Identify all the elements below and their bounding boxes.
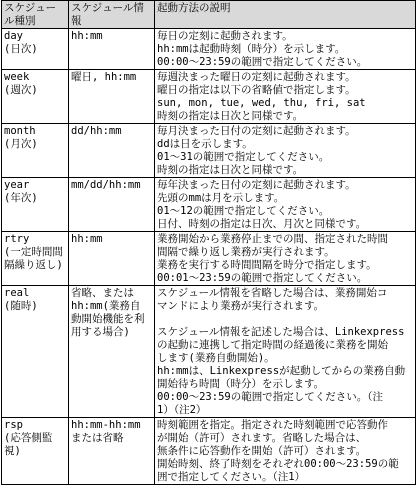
schedule-table [1, 0, 416, 485]
cell-text-line: 1）（注2） [157, 404, 207, 416]
cell-text-line: (日次) [4, 43, 38, 55]
schedule-info-cell [69, 124, 155, 178]
cell-text-line: が開始（許可）されます。省略した場合は、 [157, 432, 367, 444]
cell-text-line: dd/hh:mm [71, 125, 122, 137]
cell-text-line: 間隔で繰り返し業務が実行されます。 [157, 246, 335, 258]
cell-text-line: day [4, 30, 23, 42]
description-cell [155, 418, 416, 485]
cell-text-line: 00:01～23:59の範囲で指定してください。 [157, 272, 368, 284]
schedule-info-cell [69, 418, 155, 485]
cell-text-line: rtry [4, 233, 30, 245]
cell-text-line: 開始待ち時間（時分）を示します。 [157, 378, 325, 390]
schedule-type-cell [2, 29, 69, 70]
cell-text-line: hh:mm-hh:mm [71, 419, 141, 431]
cell-text-line: 毎月決まった日付の定刻に起動されます。 [157, 125, 356, 137]
schedule-type-cell [2, 178, 69, 232]
cell-text-line: (応答側監視) [4, 432, 53, 457]
description-cell [155, 286, 416, 418]
schedule-info-cell [69, 286, 155, 418]
header-description: 起動方法の説明 [155, 1, 416, 29]
cell-text-line: hh:mm [71, 30, 103, 42]
cell-text-line: 時刻範囲を指定。指定された時刻範囲で応答動作 [157, 419, 388, 431]
cell-text-line: 時刻の指定は日次と同様です。 [157, 110, 304, 122]
table-row [2, 29, 416, 70]
table-row [2, 418, 416, 485]
cell-text-line: 用する場合) [71, 326, 130, 338]
table-row [2, 178, 416, 232]
cell-text-line: (月次) [4, 138, 38, 150]
cell-text-line: 毎日の定刻に起動されます。 [157, 30, 293, 42]
description-cell [155, 29, 416, 70]
cell-text-line: 業務を実行する時間間隔を時分で指定します。 [157, 259, 377, 271]
cell-text-line: 先頭のmmは月を示します。 [157, 192, 285, 204]
header-schedule-info: スケジュール情報 [69, 1, 155, 29]
cell-text-line: hh:mmは、Linkexpressが起動してからの業務自動 [157, 365, 406, 377]
header-schedule-type: スケジュール種別 [2, 1, 69, 29]
cell-text-line: 曜日, hh:mm [71, 71, 137, 83]
cell-text-line: 01～31の範囲で指定してください。 [157, 151, 330, 163]
cell-text-line: (一定時間間 [4, 246, 63, 258]
schedule-type-cell [2, 124, 69, 178]
cell-text-line: week [4, 71, 30, 83]
table-row [2, 70, 416, 124]
cell-text-line: 開始時刻、終了時刻をそれぞれ00:00～23:59の範 [157, 458, 399, 470]
schedule-info-cell [69, 178, 155, 232]
cell-text-line: (週次) [4, 84, 38, 96]
cell-text-line: mm/dd/hh:mm [71, 179, 141, 191]
schedule-type-cell [2, 70, 69, 124]
table-row [2, 286, 416, 418]
cell-text-line: (年次) [4, 192, 38, 204]
schedule-info-cell [69, 29, 155, 70]
table-header-row [2, 1, 416, 29]
description-cell [155, 124, 416, 178]
table-row [2, 232, 416, 286]
cell-text-line [157, 313, 413, 326]
cell-text-line: hh:mm [71, 233, 103, 245]
cell-text-line: マンドにより業務が実行されます。 [157, 300, 325, 312]
cell-text-line: または省略 [71, 432, 124, 444]
description-cell [155, 178, 416, 232]
cell-text-line: sun, mon, tue, wed, thu, fri, sat [157, 97, 366, 109]
cell-text-line: 日付、時刻の指定は日次、月次と同様です。 [157, 218, 367, 230]
cell-text-line: スケジュール情報を省略した場合は、業務開始コ [157, 287, 388, 299]
cell-text-line: 01～12の範囲で指定してください。 [157, 205, 330, 217]
cell-text-line: 曜日の指定は以下の省略値で指定します。 [157, 84, 356, 96]
cell-text-line: 業務開始から業務停止までの間、指定された時間 [157, 233, 388, 245]
cell-text-line: 時刻の指定は日次と同様です。 [157, 164, 304, 176]
cell-text-line: 動開始機能を利 [71, 313, 145, 325]
schedule-type-cell [2, 286, 69, 418]
cell-text-line: month [4, 125, 36, 137]
cell-text-line: ddは日を示します。 [157, 138, 253, 150]
cell-text-line: hh:mmは起動時刻（時分）を示します。 [157, 43, 346, 55]
cell-text-line: 囲で指定してください。（注1） [157, 471, 306, 483]
schedule-info-cell [69, 232, 155, 286]
cell-text-line: 無条件に応答動作を開始（許可）されます。 [157, 445, 367, 457]
cell-text-line: 00:00～23:59の範囲で指定してください。（注 [157, 391, 383, 403]
cell-text-line: 00:00～23:59の範囲で指定してください。 [157, 56, 368, 68]
cell-text-line: スケジュール情報を記述した場合は、Linkexpress [157, 326, 405, 338]
description-cell [155, 232, 416, 286]
cell-text-line: year [4, 179, 30, 191]
schedule-type-cell [2, 418, 69, 485]
cell-text-line: の起動に連携して指定時間の経過後に業務を開始 [157, 339, 388, 351]
cell-text-line: real [4, 287, 30, 299]
cell-text-line: 隔繰り返し) [4, 259, 63, 271]
cell-text-line: rsp [4, 419, 23, 431]
cell-text-line: 毎年決まった日付の定刻に起動されます。 [157, 179, 356, 191]
cell-text-line: (随時) [4, 300, 38, 312]
cell-text-line: hh:mm(業務自 [71, 300, 141, 312]
schedule-info-cell [69, 70, 155, 124]
cell-text-line: 省略、または [71, 287, 134, 299]
cell-text-line: します(業務自動開始)。 [157, 352, 275, 364]
cell-text-line: 毎週決まった曜日の定刻に起動されます。 [157, 71, 356, 83]
description-cell [155, 70, 416, 124]
schedule-type-cell [2, 232, 69, 286]
table-row [2, 124, 416, 178]
